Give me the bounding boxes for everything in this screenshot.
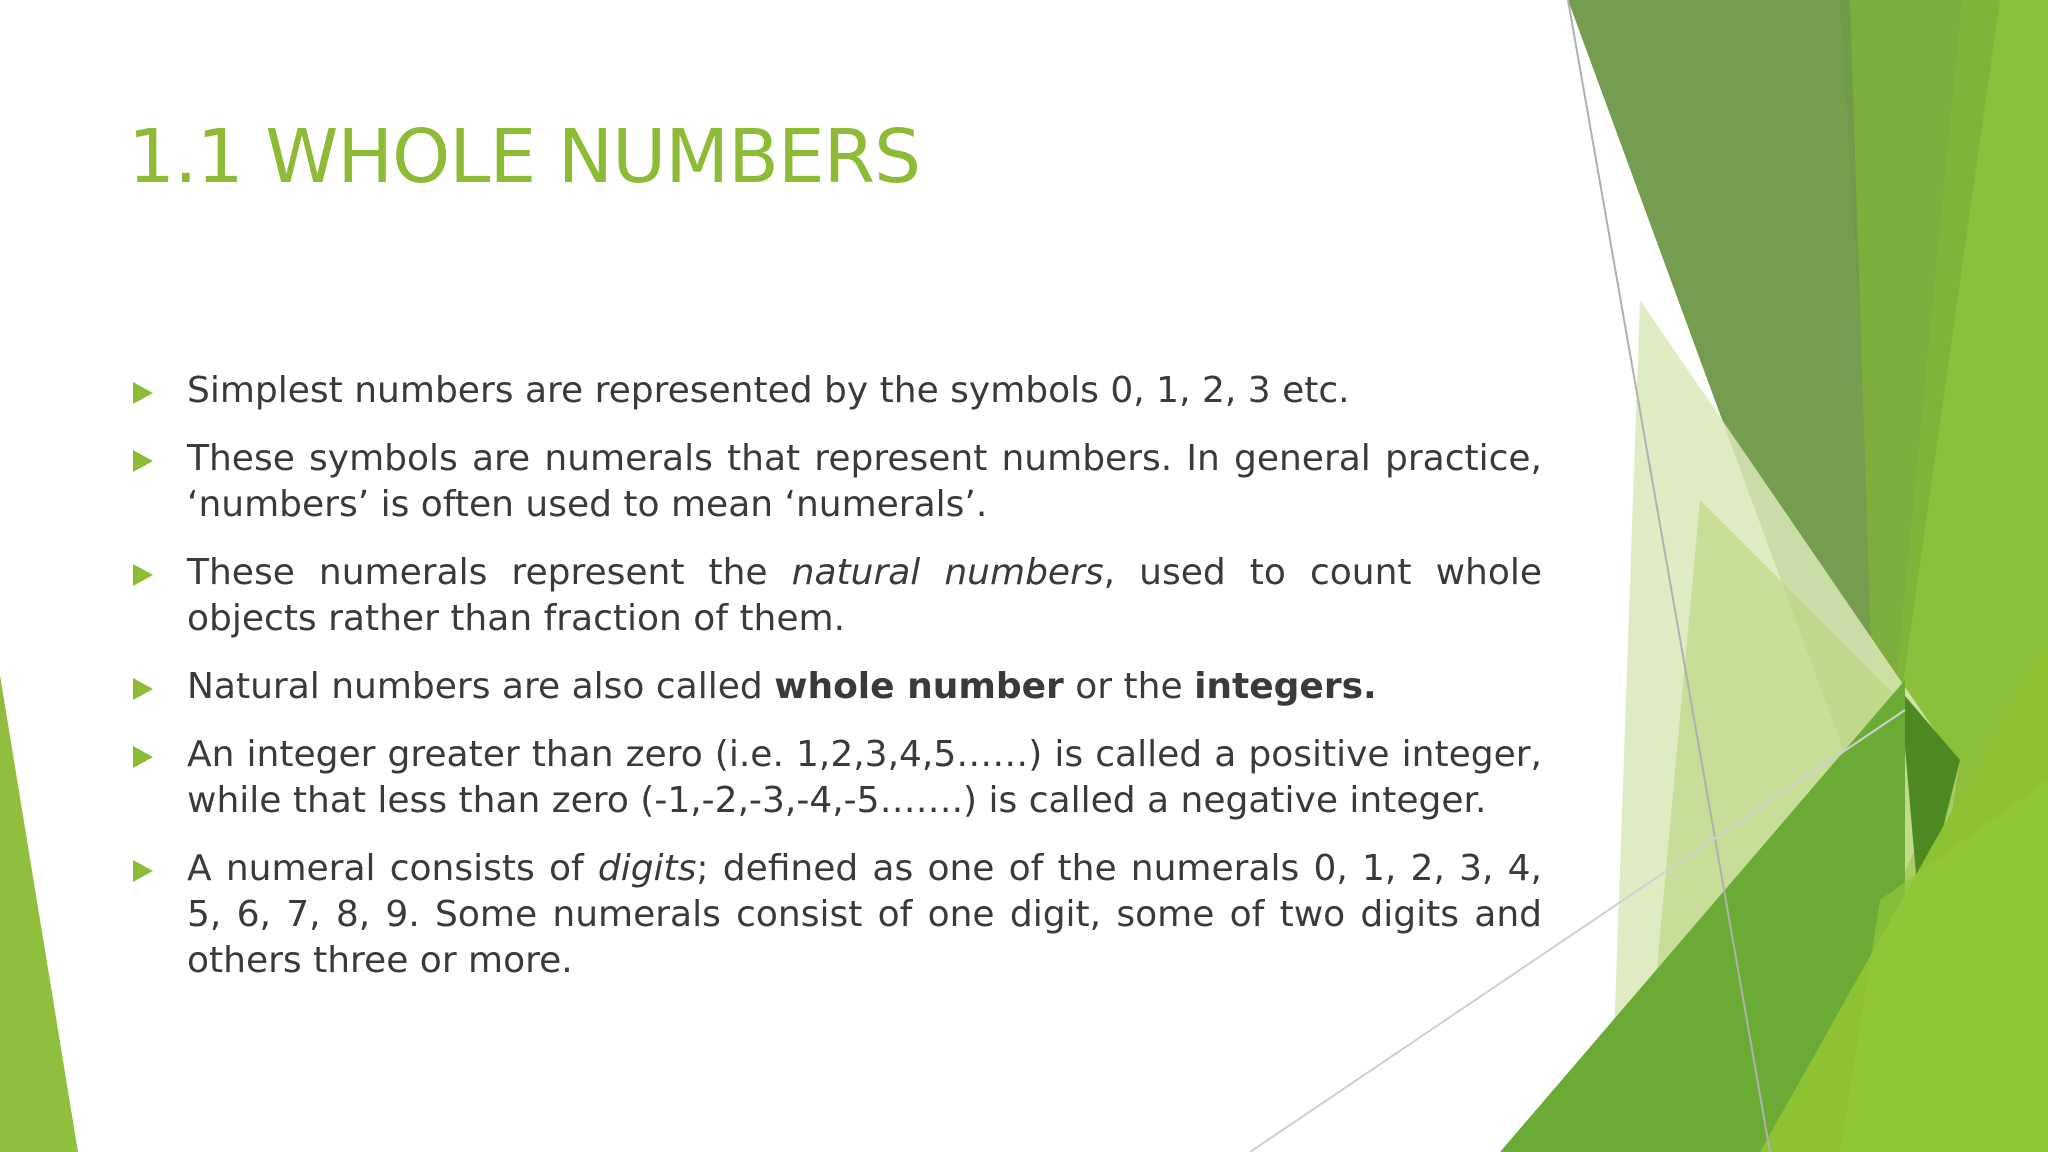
- bullet-item: [128, 664, 1542, 710]
- italic-term: natural numbers: [791, 552, 1104, 593]
- bold-term: whole number: [774, 666, 1064, 707]
- bullet-text: or the: [1063, 666, 1195, 707]
- bullet-item: [128, 436, 1542, 528]
- left-green-sliver: [0, 675, 78, 1152]
- bullet-text: ; defined as one of the numerals 0, 1, 2, 3, 4, 5, 6, 7, 8, 9. Some numerals consist of one digit, some of two digits and others three or more.: [187, 848, 1542, 981]
- slide-title: 1.1 WHOLE NUMBERS: [128, 114, 921, 200]
- triangle-right-icon: [133, 678, 153, 700]
- triangle-right-icon: [133, 564, 153, 586]
- bullet-text: These symbols are numerals that represent numbers. In general practice, ‘numbers’ is often used to mean ‘numerals’.: [187, 438, 1542, 525]
- triangle-right-icon: [133, 382, 153, 404]
- bullet-item: [128, 732, 1542, 824]
- bullet-list: [128, 368, 1542, 1006]
- bullet-text: A numeral consists of: [187, 848, 598, 889]
- bullet-text: , used to count whole objects rather than fraction of them.: [187, 552, 1543, 639]
- bullet-text: Simplest numbers are represented by the symbols 0, 1, 2, 3 etc.: [187, 370, 1350, 411]
- italic-term: digits: [597, 848, 697, 889]
- bullet-item: [128, 368, 1542, 414]
- bold-term: integers.: [1194, 666, 1377, 707]
- bullet-item: [128, 550, 1542, 642]
- bullet-text: An integer greater than zero (i.e. 1,2,3,4,5……) is called a positive integer, while that less than zero (-1,-2,-3,-4,-5…….) is called a negative integer.: [187, 734, 1542, 821]
- bullet-text: These numerals represent the: [187, 552, 792, 593]
- bullet-item: [128, 846, 1542, 984]
- triangle-right-icon: [133, 450, 153, 472]
- triangle-right-icon: [133, 860, 153, 882]
- triangle-right-icon: [133, 746, 153, 768]
- bullet-text: Natural numbers are also called: [187, 666, 775, 707]
